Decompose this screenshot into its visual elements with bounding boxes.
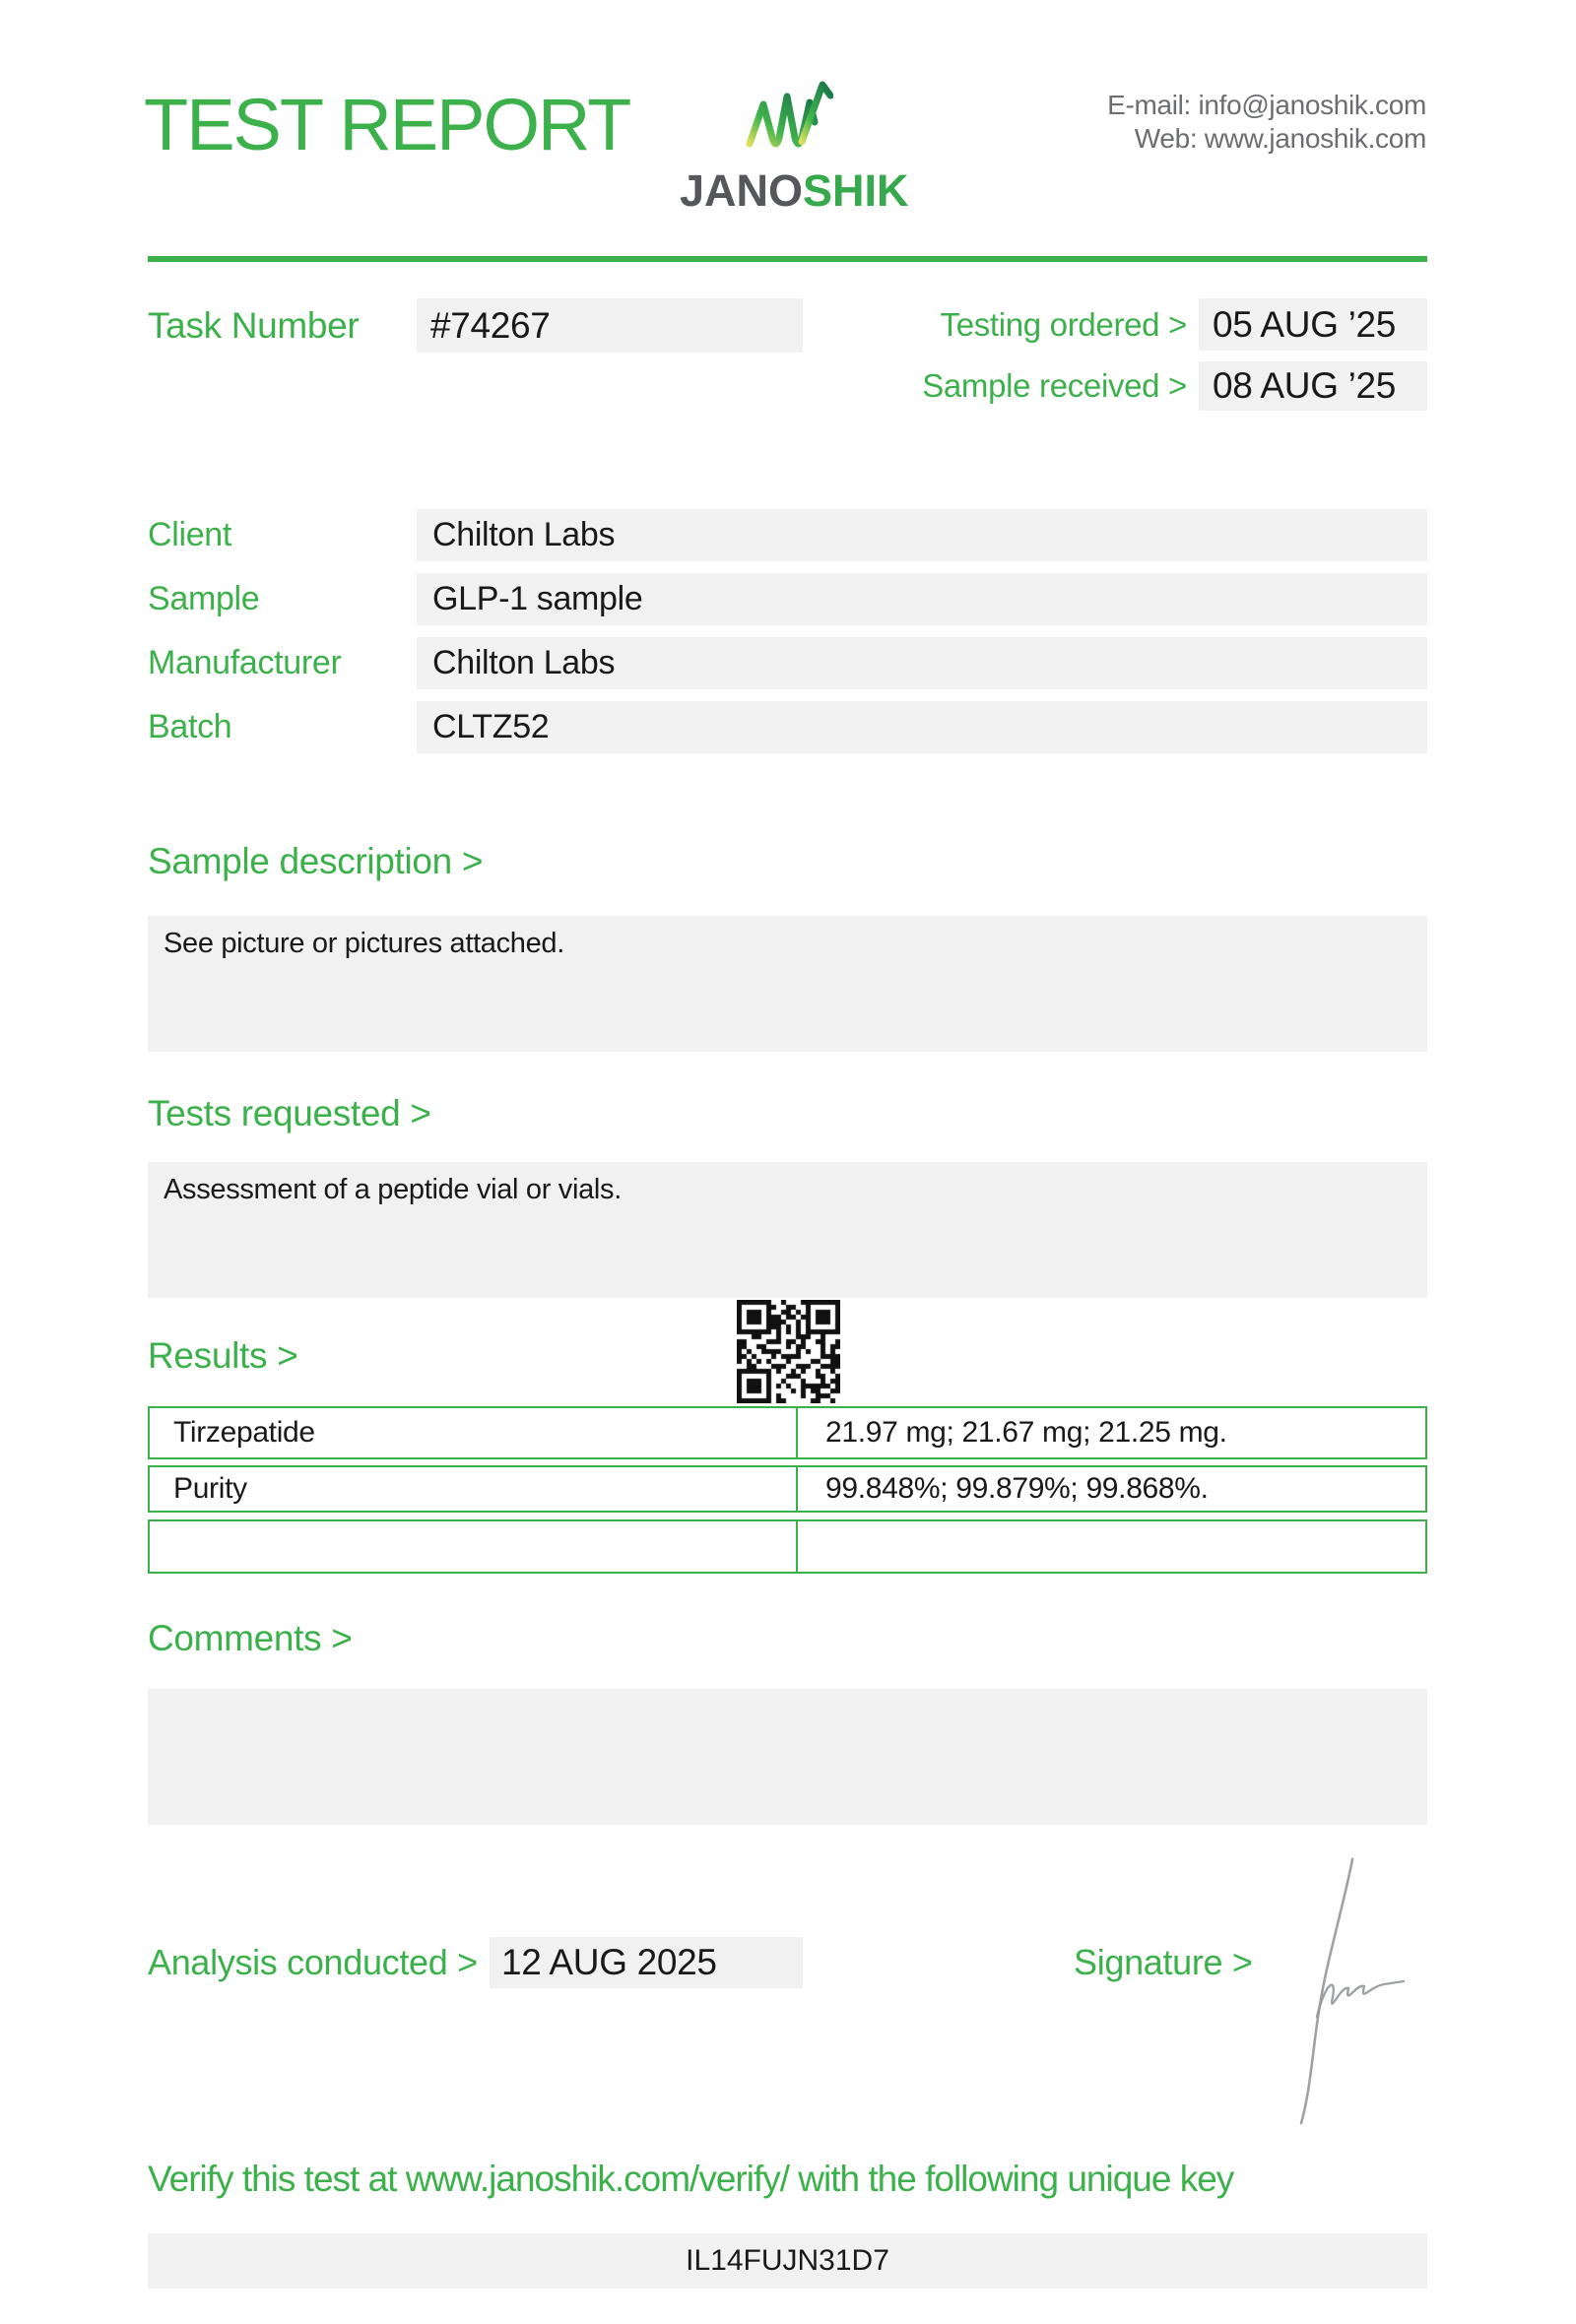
- logo-chart-icon: [743, 79, 833, 161]
- sample-received-label: Sample received >: [922, 367, 1187, 404]
- result-value: 99.848%; 99.879%; 99.868%.: [825, 1472, 1209, 1505]
- sample-received-value: 08 AUG ’25: [1199, 361, 1427, 411]
- sample-description-heading: Sample description >: [148, 841, 484, 881]
- tests-requested-heading: Tests requested >: [148, 1093, 431, 1133]
- sample-value: GLP-1 sample: [417, 573, 1427, 625]
- tests-requested-box: Assessment of a peptide vial or vials.: [148, 1162, 1427, 1298]
- task-number-label: Task Number: [148, 305, 360, 346]
- result-value: 21.97 mg; 21.67 mg; 21.25 mg.: [825, 1416, 1227, 1449]
- verify-instruction: Verify this test at www.janoshik.com/verify/ with the following unique key: [148, 2159, 1234, 2199]
- header-divider: [148, 256, 1427, 262]
- result-name: Purity: [150, 1467, 798, 1511]
- results-heading: Results >: [148, 1335, 298, 1376]
- contact-web: Web: www.janoshik.com: [1134, 123, 1426, 154]
- testing-ordered-label: Testing ordered >: [940, 306, 1187, 343]
- result-name: [150, 1521, 798, 1572]
- analysis-conducted-label: Analysis conducted >: [148, 1942, 478, 1982]
- sample-label: Sample: [148, 580, 260, 617]
- batch-label: Batch: [148, 708, 232, 745]
- manufacturer-value: Chilton Labs: [417, 637, 1427, 689]
- comments-box: [148, 1689, 1427, 1825]
- testing-ordered-value: 05 AUG ’25: [1199, 298, 1427, 351]
- result-name: Tirzepatide: [150, 1408, 798, 1457]
- result-value: [798, 1521, 1425, 1572]
- logo-shik-text: SHIK: [803, 165, 909, 216]
- batch-value: CLTZ52: [417, 701, 1427, 753]
- signature-scribble: [1266, 1847, 1433, 2131]
- results-table-row: [148, 1406, 1427, 1459]
- contact-email: E-mail: info@janoshik.com: [1107, 90, 1426, 120]
- contact-block: [1107, 89, 1426, 156]
- results-table-row: [148, 1465, 1427, 1513]
- page-title: TEST REPORT: [144, 84, 630, 165]
- client-value: Chilton Labs: [417, 509, 1427, 561]
- analysis-date-value: 12 AUG 2025: [490, 1937, 803, 1988]
- client-label: Client: [148, 516, 232, 553]
- manufacturer-label: Manufacturer: [148, 644, 342, 681]
- verify-key-value: IL14FUJN31D7: [148, 2233, 1427, 2289]
- sample-description-box: See picture or pictures attached.: [148, 916, 1427, 1052]
- logo-wordmark: [680, 165, 908, 217]
- qr-code: [737, 1300, 840, 1403]
- results-table-row: [148, 1519, 1427, 1574]
- signature-label: Signature >: [1074, 1942, 1253, 1982]
- task-number-value: #74267: [417, 298, 803, 353]
- logo-jano-text: JANO: [680, 165, 804, 216]
- comments-heading: Comments >: [148, 1618, 353, 1658]
